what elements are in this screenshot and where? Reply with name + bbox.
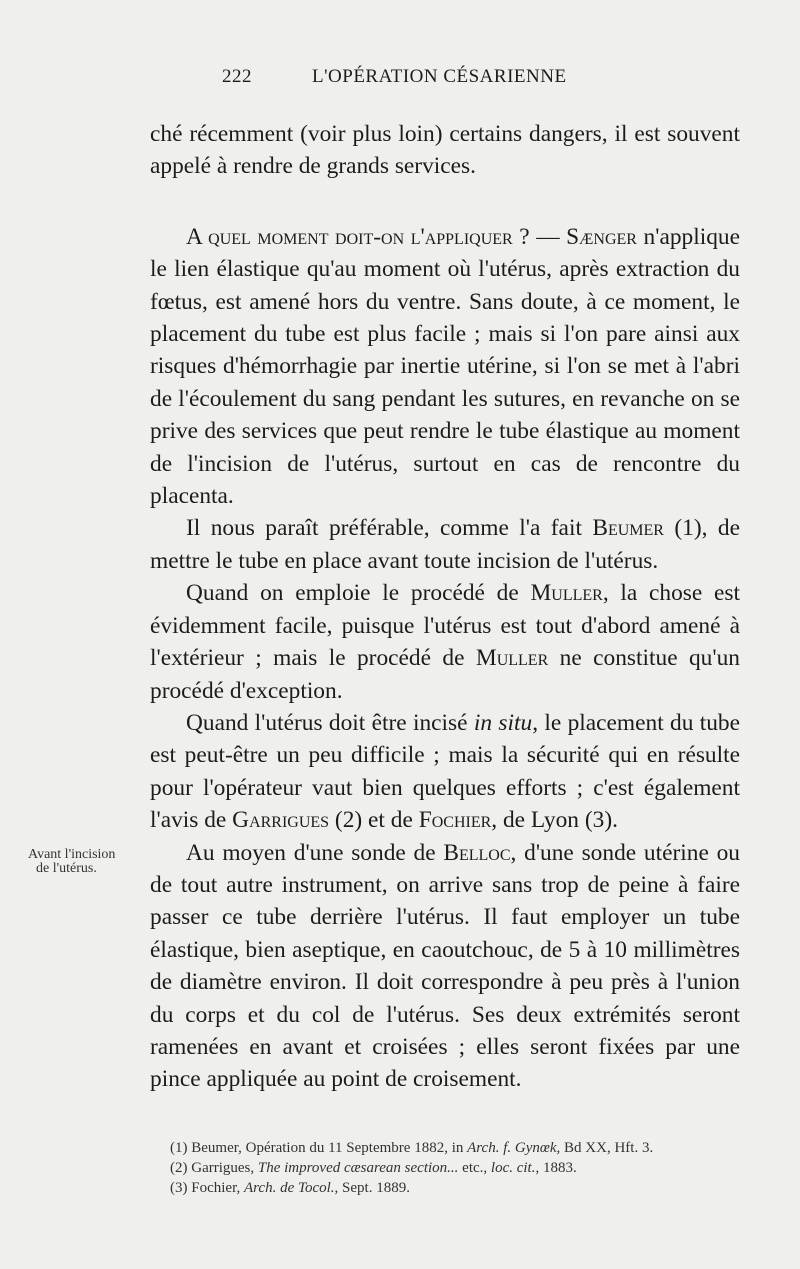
italic-in-situ: in situ: [473, 709, 533, 736]
author-beumer: Beumer: [592, 515, 664, 542]
footnote-3: (3) Fochier, Arch. de Tocol., Sept. 1889.: [170, 1180, 410, 1196]
author-muller: Muller: [530, 580, 603, 607]
body-text: [150, 118, 740, 1096]
paragraph-continuation: ché récemment (voir plus loin) certains dangers, il est souvent appelé à rendre de grands services.: [150, 121, 740, 180]
paragraph-beumer: Il nous paraît préférable, comme l'a fait Beumer (1), de mettre le tube en place avant toute incision de l'utérus.: [150, 515, 740, 574]
running-title: L'OPÉRATION CÉSARIENNE: [312, 66, 567, 87]
margin-note-line-1: Avant l'incision: [28, 847, 116, 862]
author-muller-2: Muller: [475, 645, 549, 672]
author-belloc: Belloc: [443, 839, 511, 866]
paragraph-belloc: Au moyen d'une sonde de Belloc, d'une sonde utérine ou de tout autre instrument, on arrive sans trop de peine à faire passer ce tube derrière l'utérus. Il faut employer un tube élastique, bien aseptique, en caoutchouc, de 5 à 10 millimètres de diamètre environ. Il doit correspondre à peu près à l'union du corps et du col de l'utérus. Ses deux extrémités seront ramenées en avant et croisées ; elles seront fixées par une pince appliquée au point de croisement.: [150, 839, 740, 1093]
author-garrigues: Garrigues: [232, 807, 330, 834]
page-number: 222: [222, 66, 252, 87]
paragraph-in-situ: Quand l'utérus doit être incisé in situ, le placement du tube est peut-être un peu difficile ; mais la sécurité qui en résulte pour l'opérateur vaut bien quelques efforts ; c'est également l'avis de Garrigues (2) et de Fochier, de Lyon (3).: [150, 709, 741, 834]
footnote-1: (1) Beumer, Opération du 11 Septembre 1882, in Arch. f. Gynœk, Bd XX, Hft. 3.: [170, 1140, 654, 1156]
footnotes: [150, 1138, 750, 1198]
section-heading: A quel moment doit-on l'appliquer ? —: [186, 223, 567, 250]
running-header: [0, 66, 800, 96]
paragraph-muller: Quand on emploie le procédé de Muller, la chose est évidemment facile, puisque l'utérus est tout d'abord amené à l'extérieur ; mais le procédé de Muller ne constitue qu'un procédé d'exception.: [150, 580, 740, 704]
author-fochier: Fochier: [418, 807, 492, 834]
margin-note-line-2: de l'utérus.: [36, 861, 97, 876]
margin-note: [28, 848, 115, 876]
author-saenger: Sænger: [566, 223, 637, 250]
paragraph-section-question: A quel moment doit-on l'appliquer ? — Sænger n'applique le lien élastique qu'au moment où l'utérus, après extraction du fœtus, est amené hors du ventre. Sans doute, à ce moment, le placement du tube est plus facile ; mais si l'on pare ainsi aux risques d'hémorrhagie par inertie utérine, si l'on se met à l'abri de l'écoulement du sang pendant les sutures, en revanche on se prive des services que peut rendre le tube élastique au moment de l'incision de l'utérus, surtout en cas de rencontre du placenta.: [150, 223, 740, 510]
footnote-2: (2) Garrigues, The improved cæsarean section... etc., loc. cit., 1883.: [170, 1160, 577, 1176]
